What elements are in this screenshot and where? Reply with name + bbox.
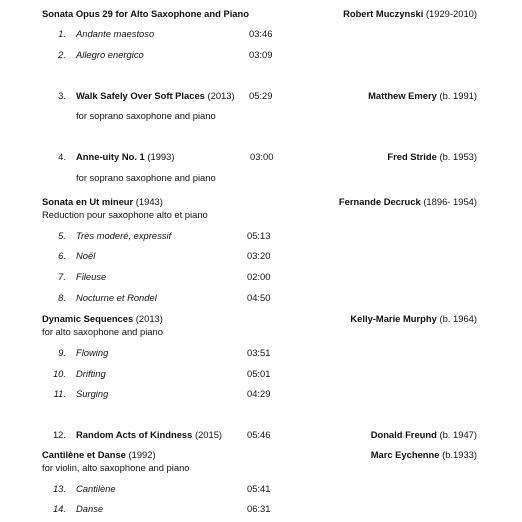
composer-name: Marc Eychenne xyxy=(370,449,440,460)
movement-title: Noël xyxy=(76,250,96,261)
movement-number: 9. xyxy=(58,347,66,358)
work-heading xyxy=(42,313,163,325)
work-heading xyxy=(76,151,174,163)
composer-name: Fernande Decruck xyxy=(338,196,421,207)
work-year: (2013) xyxy=(207,90,235,101)
composer-dates: (b. 1947) xyxy=(439,429,477,440)
movement-duration: 03:20 xyxy=(247,250,271,261)
track-duration: 03:00 xyxy=(250,151,274,162)
composer-line xyxy=(339,196,477,208)
movement-duration: 05:41 xyxy=(247,483,271,494)
composer-name: Fred Stride xyxy=(387,151,437,162)
movement-title: Fileuse xyxy=(76,271,107,282)
work-title: Dynamic Sequences xyxy=(42,313,134,324)
work-heading xyxy=(76,429,222,441)
movement-title: Drifting xyxy=(76,368,106,379)
composer-dates: (b. 1991) xyxy=(439,90,477,101)
movement-duration: 04:29 xyxy=(247,388,271,399)
movement-duration: 05:13 xyxy=(247,230,271,241)
movement-duration: 06:31 xyxy=(247,503,271,514)
movement-duration: 03:09 xyxy=(249,49,273,60)
work-subtitle: for soprano saxophone and piano xyxy=(76,172,216,183)
movement-title: Flowing xyxy=(76,347,109,358)
movement-number: 1. xyxy=(58,28,66,39)
work-subtitle: Reduction pour saxophone alto et piano xyxy=(42,209,208,220)
work-subtitle: for violin, alto saxophone and piano xyxy=(42,462,190,473)
track-number: 12. xyxy=(52,429,66,440)
movement-title: Danse xyxy=(76,503,104,514)
composer-dates: (1896- 1954) xyxy=(423,196,477,207)
work-year: (2013) xyxy=(135,313,163,324)
work-year: (1992) xyxy=(128,449,156,460)
work-title: Walk Safely Over Soft Places xyxy=(76,90,205,101)
work-year: (1943) xyxy=(135,196,163,207)
composer-dates: (b. 1953) xyxy=(439,151,477,162)
work-heading xyxy=(42,449,156,461)
work-title: Random Acts of Kindness xyxy=(76,429,193,440)
movement-duration: 02:00 xyxy=(247,271,271,282)
work-title: Cantilène et Danse xyxy=(42,449,126,460)
work-title: Sonata en Ut mineur xyxy=(42,196,134,207)
composer-name: Kelly-Marie Murphy xyxy=(350,313,437,324)
movement-title: Très moderé, expressif xyxy=(76,230,172,241)
movement-title: Allegro energico xyxy=(76,49,144,60)
movement-number: 10. xyxy=(52,368,66,379)
composer-line xyxy=(343,8,477,20)
work-heading xyxy=(42,196,163,208)
work-title: Sonata Opus 29 for Alto Saxophone and Piano xyxy=(42,8,249,19)
movement-number: 8. xyxy=(58,292,66,303)
work-year: (1993) xyxy=(147,151,175,162)
track-duration: 05:29 xyxy=(249,90,273,101)
movement-title: Cantilène xyxy=(76,483,116,494)
composer-dates: (1929-2010) xyxy=(425,8,477,19)
composer-name: Donald Freund xyxy=(370,429,437,440)
movement-number: 14. xyxy=(52,503,66,514)
movement-number: 6. xyxy=(58,250,66,261)
movement-duration: 04:50 xyxy=(247,292,271,303)
movement-number: 7. xyxy=(58,271,66,282)
movement-number: 13. xyxy=(52,483,66,494)
composer-line xyxy=(371,449,477,461)
composer-name: Robert Muczynski xyxy=(343,8,424,19)
track-duration: 05:46 xyxy=(247,429,271,440)
composer-dates: (b.1933) xyxy=(442,449,477,460)
composer-line xyxy=(350,313,477,325)
work-subtitle: for alto saxophone and piano xyxy=(42,326,163,337)
movement-title: Nocturne et Rondel xyxy=(76,292,157,303)
composer-line xyxy=(387,151,477,163)
work-subtitle: for soprano saxophone and piano xyxy=(76,110,216,121)
work-heading xyxy=(76,90,235,102)
work-heading xyxy=(42,8,249,20)
track-number: 3. xyxy=(58,90,66,101)
movement-duration: 03:51 xyxy=(247,347,271,358)
composer-name: Matthew Emery xyxy=(368,90,437,101)
movement-title: Andante maestoso xyxy=(76,28,155,39)
composer-line xyxy=(371,429,477,441)
work-year: (2015) xyxy=(194,429,223,440)
movement-number: 11. xyxy=(53,388,66,399)
movement-title: Surging xyxy=(76,388,109,399)
composer-dates: (b. 1964) xyxy=(439,313,477,324)
movement-duration: 03:46 xyxy=(249,28,273,39)
composer-line xyxy=(368,90,477,102)
movement-duration: 05:01 xyxy=(247,368,271,379)
movement-number: 2. xyxy=(58,49,66,60)
track-number: 4. xyxy=(58,151,66,162)
movement-number: 5. xyxy=(58,230,66,241)
work-title: Anne-uity No. 1 xyxy=(76,151,145,162)
